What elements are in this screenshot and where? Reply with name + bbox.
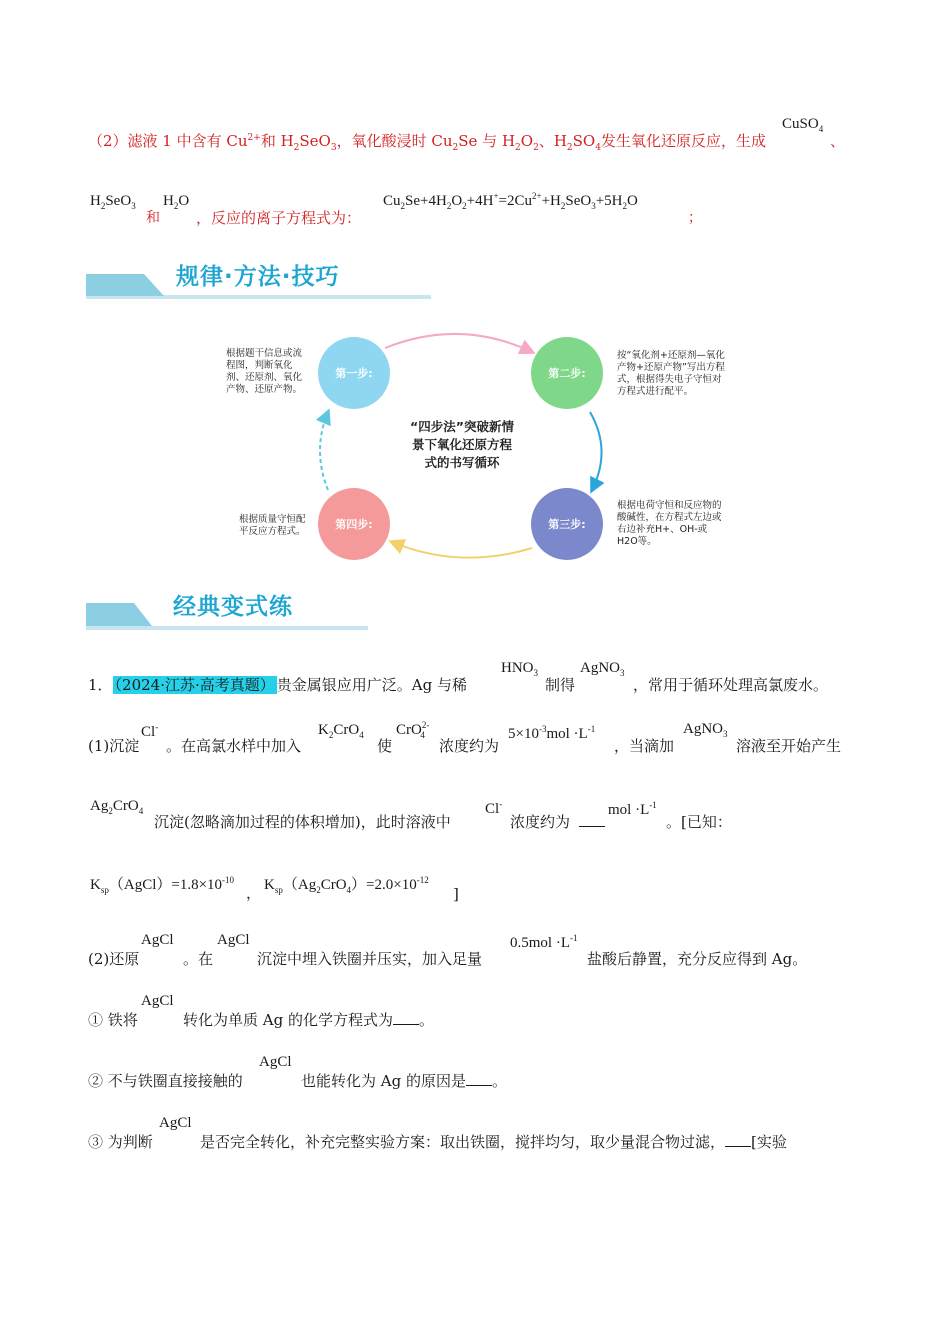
part1-b: 。在高氯水样中加入 bbox=[166, 737, 302, 755]
part1-d: 浓度约为 bbox=[439, 737, 500, 755]
formula-agcl-4: AgCl bbox=[259, 1054, 292, 1070]
formula-cl-2: Cl- bbox=[485, 799, 503, 817]
section-2-title: 经典变式练 bbox=[173, 594, 293, 620]
step-2-note: 按“氧化剂+还原剂—氧化 产物+还原产物”写出方程 式，根据得失电子守恒对 方程式进行配平。 bbox=[617, 350, 725, 397]
formula-h2seo3: $H_2SeO_3$ bbox=[90, 193, 136, 211]
ksp-agcl: $K_{sp}(AgCl)=1.8\times 10^{-10}$ bbox=[90, 875, 235, 895]
part1-c: 使 bbox=[377, 737, 393, 755]
text-zhide: 制得 bbox=[545, 676, 576, 694]
concentration-value: $5\times 10^{-3}mol \cdot L^{-1}$ bbox=[508, 724, 596, 742]
step-1-circle: 第一步: bbox=[318, 337, 390, 409]
arrow-1-2 bbox=[385, 334, 532, 352]
sub1-text: 转化为单质 Ag 的化学方程式为 。 bbox=[183, 1011, 434, 1029]
section-2-decoration bbox=[86, 603, 156, 628]
part2-d: 盐酸后静置，充分反应得到 Ag。 bbox=[587, 950, 808, 968]
ksp-ag2cro4: $K_{sp}(Ag_2CrO_4)=2.0\times 10^{-12}$ bbox=[264, 875, 429, 895]
formula-h2o: $H_2O$ bbox=[163, 193, 190, 211]
source-tag: （2024·江苏·高考真题） bbox=[114, 676, 275, 694]
part2-start: (2)还原 bbox=[88, 950, 140, 968]
sub3-text: 是否完全转化，补充完整实验方案：取出铁圈，搅拌均匀，取少量混合物过滤， [实验 bbox=[200, 1133, 787, 1151]
arrow-2-3 bbox=[590, 412, 602, 490]
sub2-text: 也能转化为 Ag 的原因是 。 bbox=[301, 1072, 507, 1090]
arrow-4-1 bbox=[320, 412, 328, 490]
part2-c: 沉淀中埋入铁圈并压实，加入足量 bbox=[257, 950, 483, 968]
formula-k2cro4: $K_2CrO_4$ bbox=[318, 722, 364, 740]
formula-agcl-1: AgCl bbox=[141, 932, 174, 948]
part1-start: (1)沉淀 bbox=[88, 737, 140, 755]
diagram-center-text: “四步法”突破新情 景下氧化还原方程 式的书写循环 bbox=[410, 419, 514, 470]
sub3-start: ③ 为判断 bbox=[88, 1133, 153, 1151]
formula-hno3: $HNO_3$ bbox=[501, 660, 538, 678]
answer-blank-4[interactable] bbox=[725, 1134, 751, 1147]
text-line1-end: ，常用于循环处理高氯废水。 bbox=[633, 676, 829, 694]
intro-he: 和 bbox=[146, 210, 160, 226]
step-3-note: 根据电荷守恒和反应物的 酸碱性，在方程式左边或 右边补充H+、OH-或 H2O等。 bbox=[617, 500, 722, 547]
problem-1-line-1: 1． （2024·江苏·高考真题） 贵金属银应用广泛。Ag 与稀 bbox=[88, 676, 467, 694]
step-1-note: 根据题干信息或流 程图，判断氧化 剂、还原剂、氧化 产物、还原产物。 bbox=[226, 348, 303, 395]
unit-mol-l: mol $\cdot L^{-1}$ bbox=[608, 800, 657, 818]
formula-agcl-3: AgCl bbox=[141, 993, 174, 1009]
formula-agno3-2: AgNO$_3$ bbox=[683, 721, 728, 739]
intro-line-1: （2）滤液 1 中含有 $Cu^{2+}$和 $H_2SeO_3$，氧化酸浸时 $Cu_2Se$ 与 $H_2O_2$、$H_2SO_4$发生氧化还原反应，生成 bbox=[88, 132, 766, 153]
intro-eq-label: ，反应的离子方程式为： bbox=[196, 209, 362, 227]
section-1-title: 规律·方法·技巧 bbox=[176, 264, 340, 290]
answer-blank-3[interactable] bbox=[466, 1073, 492, 1086]
formula-ag2cro4: $Ag_2CrO_4$ bbox=[90, 798, 144, 816]
step-2-circle: 第二步: bbox=[531, 337, 603, 409]
sub1-start: ① 铁将 bbox=[88, 1011, 138, 1029]
arrow-3-4 bbox=[392, 542, 532, 558]
formula-cuso4: CuSO$_4$ bbox=[782, 116, 824, 134]
step-4-circle: 第四步: bbox=[318, 488, 390, 560]
section-1-decoration bbox=[86, 274, 166, 298]
answer-blank-1[interactable] bbox=[579, 812, 605, 831]
part1-g: 沉淀(忽略滴加过程的体积增加)，此时溶液中 bbox=[154, 813, 451, 831]
formula-agno3-1: AgNO$_3$ bbox=[580, 660, 625, 678]
answer-blank-2[interactable] bbox=[393, 1012, 419, 1025]
ionic-equation: $Cu_2Se+4H_2O_2+4H^+=2Cu^{2+}+H_2SeO_3+5H_2O$ bbox=[383, 191, 638, 211]
formula-cl-1: Cl- bbox=[141, 722, 159, 740]
step-3-circle: 第三步: bbox=[531, 488, 603, 560]
part1-e: ，当滴加 bbox=[614, 737, 675, 755]
ksp-comma: ， bbox=[246, 884, 262, 902]
formula-agcl-2: AgCl bbox=[217, 932, 250, 948]
part1-i: 。[已知： bbox=[666, 813, 732, 831]
sub2-start: ② 不与铁圈直接接触的 bbox=[88, 1072, 243, 1090]
formula-cro4: CrO$^{2-}_4$ bbox=[396, 720, 430, 740]
step-4-note: 根据质量守恒配 平反应方程式。 bbox=[239, 514, 306, 537]
intro-dun: 、 bbox=[830, 132, 846, 150]
ksp-bracket: ] bbox=[453, 885, 459, 903]
part1-f: 溶液至开始产生 bbox=[736, 737, 842, 755]
hcl-conc: $0.5mol \cdot L^{-1}$ bbox=[510, 933, 578, 951]
part1-h: 浓度约为 bbox=[510, 813, 571, 831]
formula-agcl-5: AgCl bbox=[159, 1115, 192, 1131]
part2-b: 。在 bbox=[183, 950, 214, 968]
intro-semi: ； bbox=[688, 210, 702, 226]
